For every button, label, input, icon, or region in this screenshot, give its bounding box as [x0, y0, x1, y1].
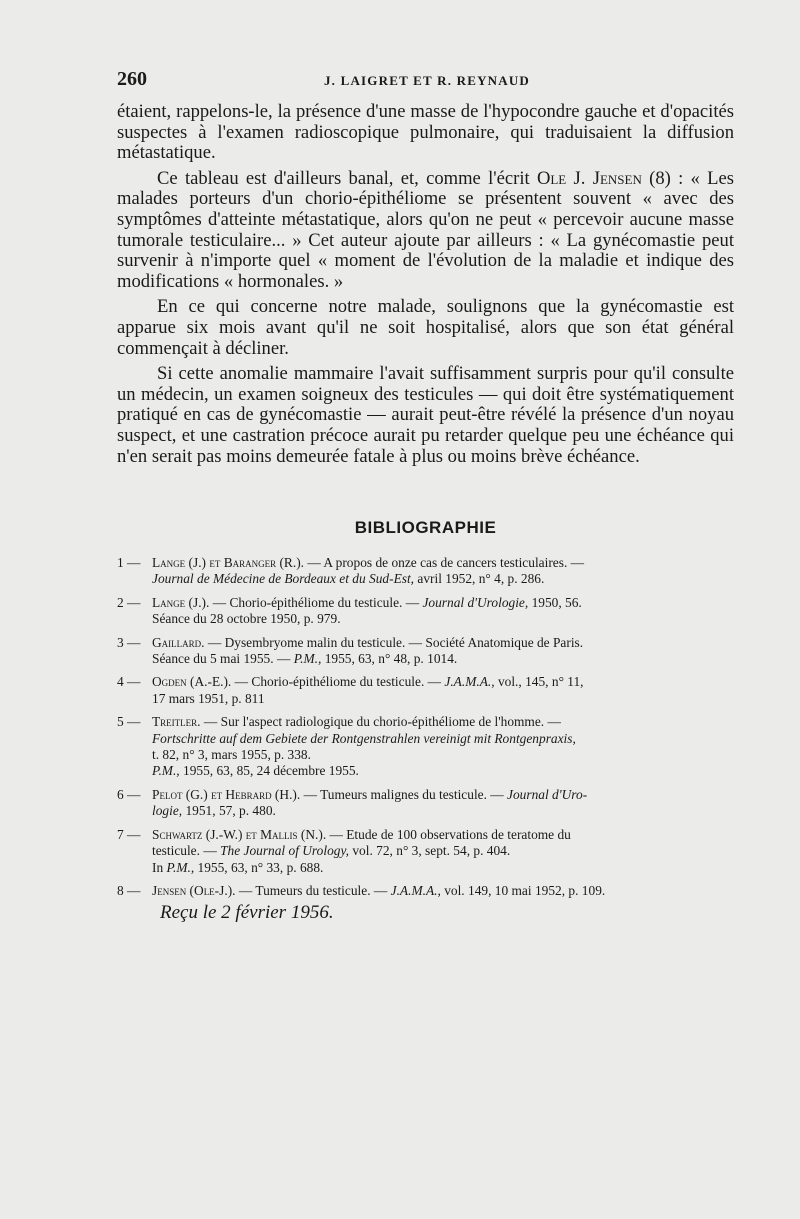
- reference-journal: P.M.,: [293, 651, 322, 667]
- reference-number: 5 —: [117, 714, 140, 730]
- reference-line: [152, 803, 735, 819]
- reference-text: avril 1952, n° 4, p. 286.: [414, 571, 545, 587]
- reference-number: 3 —: [117, 635, 140, 651]
- reference-number: 8 —: [117, 883, 140, 899]
- reference-item: [117, 827, 735, 876]
- cited-author: Ole J. Jensen: [536, 167, 642, 189]
- paragraph-2-text-after: (8) : « Les malades porteurs d'un chorio-épithéliome se présentent souvent « avec des symptômes d'atteinte métastatique, alors qu'on ne peut « percevoir aucune masse tumorale testiculaire... » Cet auteur ajoute par ailleurs : « La gynécomastie peut survenir à n'importe quel « moment de l'évolution de la maladie et indique des modifications « hormonales. »: [117, 167, 734, 292]
- reference-number: 6 —: [117, 787, 140, 803]
- reference-authors: Schwartz (J.-W.) et Mallis (N.).: [152, 826, 327, 842]
- reference-text: 1951, 57, p. 480.: [182, 803, 276, 819]
- reference-text: — Dysembryome malin du testicule. — Société Anatomique de Paris.: [204, 634, 584, 650]
- reference-journal: The Journal of Urology,: [220, 843, 350, 859]
- reference-journal: logie,: [152, 803, 183, 819]
- paragraph-2: [117, 169, 734, 293]
- reference-line: Séance du 28 octobre 1950, p. 979.: [152, 611, 341, 627]
- reference-line: [152, 714, 735, 730]
- reference-text: — Tumeurs malignes du testicule. —: [300, 786, 508, 802]
- page-header: [117, 68, 737, 92]
- reference-number: 4 —: [117, 674, 140, 690]
- reference-text: vol. 72, n° 3, sept. 54, p. 404.: [349, 843, 511, 859]
- reference-authors: Gaillard.: [152, 634, 205, 650]
- reference-authors: Lange (J.) et Baranger (R.).: [152, 555, 305, 570]
- reference-text: — Etude de 100 observations de teratome du: [326, 826, 571, 842]
- reference-line: [152, 651, 735, 667]
- reference-item: [117, 595, 735, 628]
- reference-text: — Chorio-épithéliome du testicule. —: [209, 594, 423, 610]
- reference-item: [117, 883, 735, 899]
- reference-line: [152, 787, 735, 803]
- reference-journal: J.A.M.A.,: [444, 674, 495, 690]
- bibliography-heading: BIBLIOGRAPHIE: [354, 518, 497, 537]
- reference-item: [117, 787, 735, 820]
- received-date: Reçu le 2 février 1956.: [160, 902, 334, 923]
- reference-line: [152, 555, 735, 571]
- body-text: [117, 102, 734, 472]
- reference-text: — Sur l'aspect radiologique du chorio-épithéliome de l'homme. —: [200, 714, 561, 730]
- reference-journal: J.A.M.A.,: [390, 882, 441, 898]
- reference-item: [117, 555, 735, 588]
- reference-journal: Fortschritte auf dem Gebiete der Rontgenstrahlen vereinigt mit Rontgenpraxis,: [152, 730, 576, 746]
- reference-line: [152, 674, 735, 690]
- reference-text: 1955, 63, 85, 24 décembre 1955.: [179, 763, 359, 779]
- reference-journal: Journal d'Uro-: [507, 786, 588, 802]
- reference-line: [152, 595, 735, 611]
- reference-text: vol., 145, n° 11,: [494, 674, 584, 690]
- reference-item: [117, 674, 735, 707]
- reference-item: [117, 714, 735, 780]
- reference-text: 1950, 56.: [528, 594, 582, 610]
- paragraph-1: étaient, rappelons-le, la présence d'une masse de l'hypocondre gauche et d'opacités suspectes à l'examen radioscopique pulmonaire, qui traduisaient la diffusion métastatique.: [117, 101, 734, 164]
- reference-text: — Tumeurs du testicule. —: [235, 882, 391, 898]
- reference-authors: Lange (J.).: [152, 594, 210, 610]
- reference-text: In: [152, 859, 167, 875]
- reference-text: 1955, 63, n° 33, p. 688.: [194, 859, 324, 875]
- reference-text: testicule. —: [152, 843, 221, 859]
- page-number: 260: [117, 68, 147, 90]
- paragraph-2-text-before: Ce tableau est d'ailleurs banal, et, comme l'écrit: [157, 167, 537, 189]
- reference-item: [117, 635, 735, 668]
- reference-line: [152, 827, 735, 843]
- paragraph-4: Si cette anomalie mammaire l'avait suffisamment surpris pour qu'il consulte un médecin, un examen soigneux des testicules — qui doit être systématiquement pratiqué en cas de gynécomastie — aurait peut-être révélé la présence d'un noyau suspect, et une castration précoce aurait pu retarder quelque peu une échéance qui n'en serait pas moins demeurée fatale à plus ou moins brève échéance.: [117, 363, 734, 467]
- reference-number: 7 —: [117, 827, 140, 843]
- reference-text: 1955, 63, n° 48, p. 1014.: [321, 651, 458, 667]
- reference-line: [152, 571, 735, 587]
- paragraph-3: En ce qui concerne notre malade, soulignons que la gynécomastie est apparue six mois avant qu'il ne soit hospitalisé, alors que son état général commençait à décliner.: [117, 296, 734, 359]
- reference-line: t. 82, n° 3, mars 1955, p. 338.: [152, 747, 311, 763]
- reference-authors: Pelot (G.) et Hebrard (H.).: [152, 786, 301, 802]
- reference-journal: P.M.,: [152, 763, 180, 779]
- reference-journal: Journal d'Urologie,: [422, 594, 529, 610]
- reference-number: 1 —: [117, 555, 140, 571]
- reference-text: — Chorio-épithéliome du testicule. —: [231, 674, 445, 690]
- reference-line: [152, 860, 735, 876]
- reference-line: 17 mars 1951, p. 811: [152, 690, 265, 706]
- reference-text: vol. 149, 10 mai 1952, p. 109.: [440, 882, 606, 898]
- reference-line: [152, 883, 735, 899]
- reference-authors: Treitler.: [152, 714, 201, 730]
- reference-line: [152, 763, 735, 779]
- reference-text: Séance du 5 mai 1955. —: [152, 651, 294, 667]
- reference-authors: Jensen (Ole-J.).: [152, 882, 236, 898]
- reference-journal: P.M.,: [166, 859, 195, 875]
- reference-line: [152, 843, 735, 859]
- reference-text: — A propos de onze cas de cancers testiculaires. —: [304, 555, 585, 570]
- reference-journal: Journal de Médecine de Bordeaux et du Sud-Est,: [152, 571, 415, 587]
- reference-authors: Ogden (A.-E.).: [152, 674, 232, 690]
- reference-line: [152, 635, 735, 651]
- reference-list: [117, 555, 735, 906]
- running-head: J. LAIGRET ET R. REYNAUD: [323, 73, 531, 88]
- reference-number: 2 —: [117, 595, 140, 611]
